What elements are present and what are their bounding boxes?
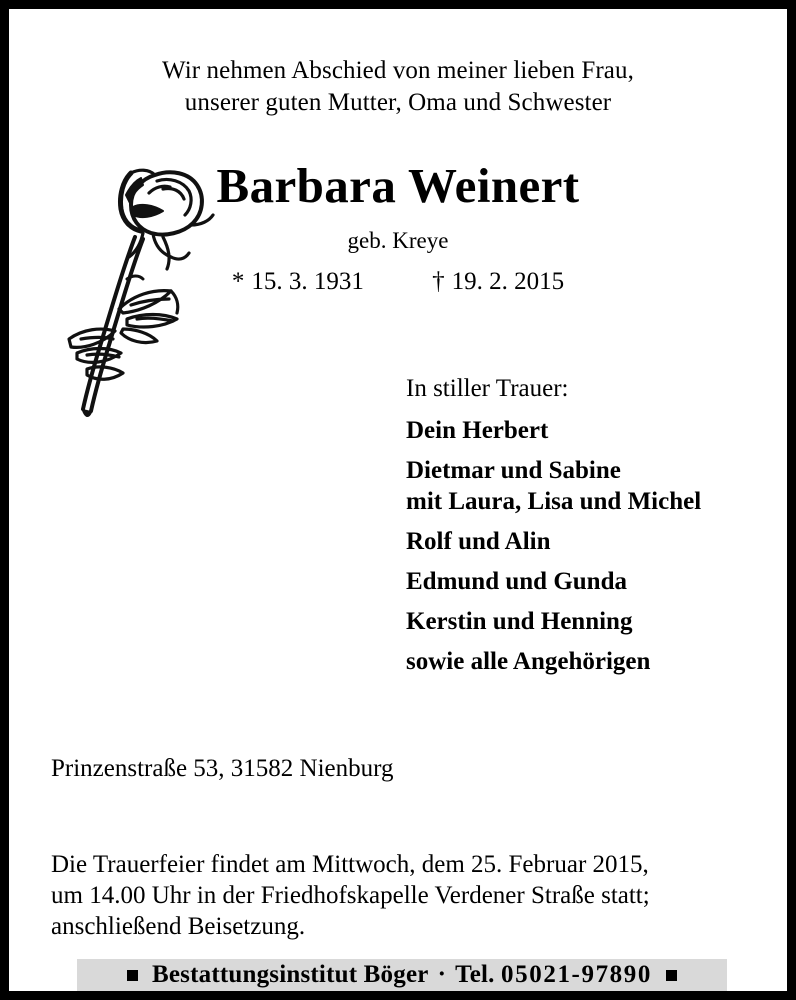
intro-line-1: Wir nehmen Abschied von meiner lieben Frau, xyxy=(162,57,634,84)
mourner-subline: mit Laura, Lisa und Michel xyxy=(406,488,702,515)
mourner-line: Dietmar und Sabine xyxy=(406,457,621,484)
ceremony-line-3: anschließend Beisetzung. xyxy=(51,913,306,940)
list-item xyxy=(406,415,778,446)
life-dates xyxy=(9,267,787,297)
maiden-name: geb. Kreye xyxy=(347,228,449,253)
deceased-name: Barbara Weinert xyxy=(216,158,580,213)
birth-date: 15. 3. 1931 xyxy=(251,268,364,295)
intro-text xyxy=(9,55,787,119)
mourners-heading: In stiller Trauer: xyxy=(406,375,569,402)
square-marker-right-icon xyxy=(666,970,677,981)
footer-text xyxy=(152,960,652,990)
birth-date-group xyxy=(232,268,370,295)
mourner-line: Kerstin und Henning xyxy=(406,608,633,635)
list-item xyxy=(406,566,778,597)
mourner-line: Rolf und Alin xyxy=(406,528,551,555)
list-item xyxy=(406,526,778,557)
notice-sheet xyxy=(9,9,787,991)
list-item xyxy=(406,455,778,517)
tel-number: 05021-97890 xyxy=(501,961,652,988)
mourners-block xyxy=(406,373,778,686)
list-item xyxy=(406,646,778,677)
footer-separator: · xyxy=(437,961,447,988)
address-line: Prinzenstraße 53, 31582 Nienburg xyxy=(51,755,394,782)
funeral-home-footer xyxy=(77,959,727,991)
ceremony-line-2: um 14.00 Uhr in der Friedhofskapelle Verdener Straße statt; xyxy=(51,882,650,909)
square-marker-left-icon xyxy=(127,970,138,981)
list-item xyxy=(406,606,778,637)
mourner-line: Edmund und Gunda xyxy=(406,568,627,595)
mourner-line: sowie alle Angehörigen xyxy=(406,648,651,675)
ceremony-details xyxy=(51,849,767,942)
death-date: 19. 2. 2015 xyxy=(451,268,565,295)
birth-symbol: * xyxy=(231,268,245,295)
funeral-home-name: Bestattungsinstitut Böger xyxy=(152,961,429,988)
ceremony-line-1: Die Trauerfeier findet am Mittwoch, dem 25. Februar 2015, xyxy=(51,851,649,878)
mourner-line: Dein Herbert xyxy=(406,417,549,444)
death-symbol: † xyxy=(432,268,445,295)
intro-line-2: unserer guten Mutter, Oma und Schwester xyxy=(184,89,612,116)
death-date-group xyxy=(432,268,564,295)
mourners-list xyxy=(406,415,778,677)
tel-label: Tel. xyxy=(455,961,495,988)
